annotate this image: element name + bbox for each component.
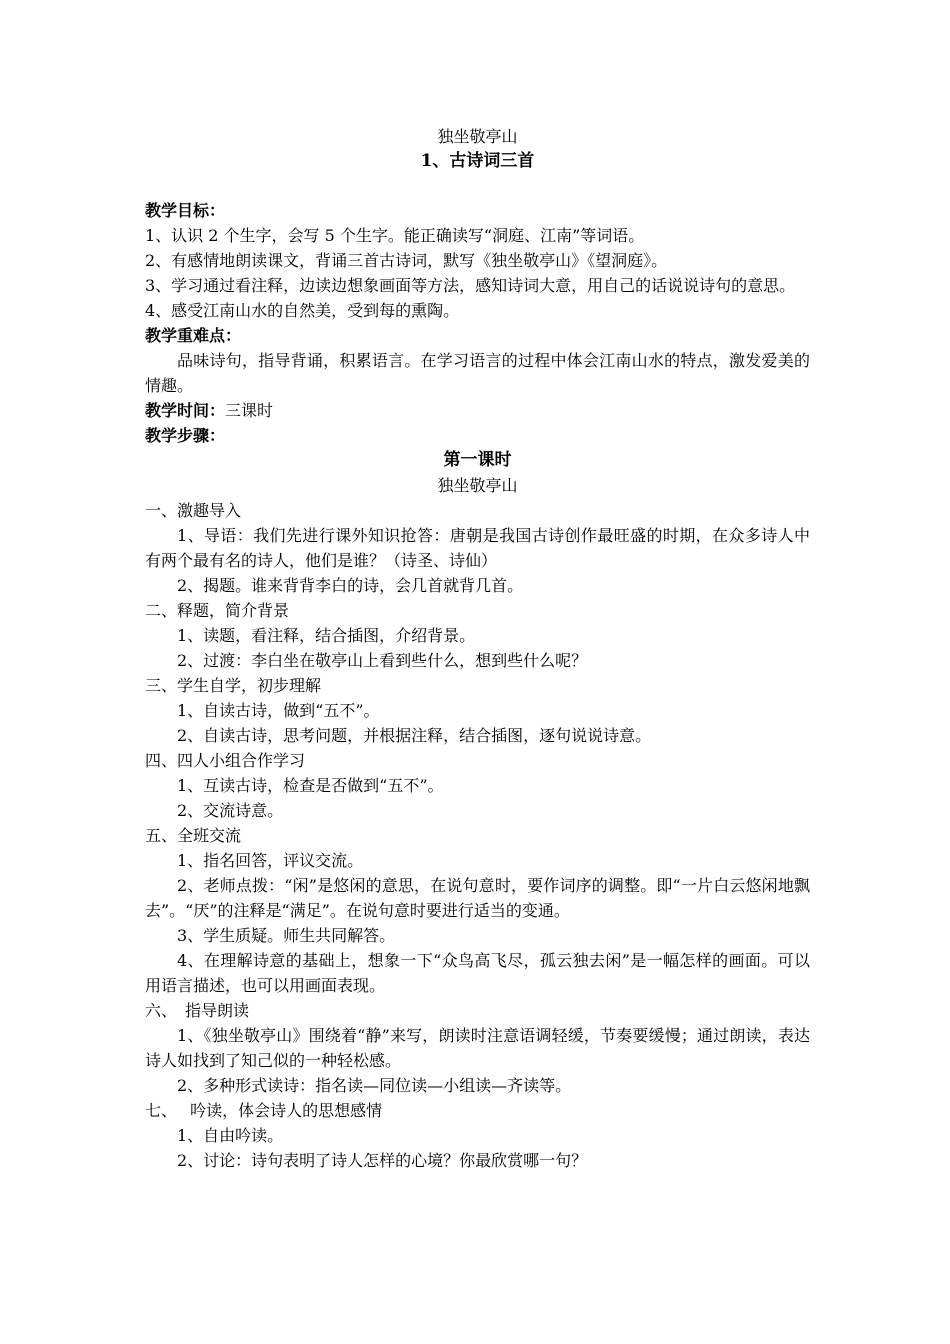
section-item: 2、多种形式读诗：指名读—同位读—小组读—齐读等。: [177, 1076, 572, 1095]
section-item: 4、在理解诗意的基础上，想象一下“众鸟高飞尽，孤云独去闲”是一幅怎样的画面。可以用语言描述，也可以用画面表现。: [145, 951, 810, 995]
section-item: 1、自读古诗，做到“五不”。: [177, 701, 380, 720]
section-item: 3、学生质疑。师生共同解答。: [177, 926, 396, 945]
section-heading: 二、释题，简介背景: [145, 601, 290, 620]
section-item: 2、老师点拨：“闲”是悠闲的意思，在说句意时，要作词序的调整。即“一片白云悠闲地飘去”。“厌”的注释是“满足”。在说句意时要进行适当的变通。: [145, 876, 810, 920]
teaching-time-value: 三课时: [225, 401, 274, 420]
key-points-heading: 教学重难点：: [145, 326, 242, 345]
goals-heading: 教学目标：: [145, 201, 226, 220]
lesson-title: 1、古诗词三首: [420, 151, 535, 171]
section-item: 2、自读古诗，思考问题，并根据注释，结合插图，逐句说说诗意。: [177, 726, 652, 745]
teaching-time-label: 教学时间：: [145, 401, 226, 420]
section-heading: 三、学生自学，初步理解: [145, 676, 322, 695]
section-item: 1、导语：我们先进行课外知识抢答：唐朝是我国古诗创作最旺盛的时期，在众多诗人中有两个最有名的诗人，他们是谁？（诗圣、诗仙）: [145, 526, 810, 570]
section-item: 1、指名回答，评议交流。: [177, 851, 364, 870]
goal-item-3: 3、学习通过看注释，边读边想象画面等方法，感知诗词大意，用自己的话说说诗句的意思。: [145, 276, 796, 295]
steps-heading: 教学步骤：: [145, 426, 226, 445]
first-lesson-title: 第一课时: [443, 450, 512, 470]
goal-item-1: 1、认识 2 个生字，会写 5 个生字。能正确读写“洞庭、江南”等词语。: [145, 226, 645, 245]
section-heading: 一、激趣导入: [145, 501, 242, 520]
section-heading: 五、全班交流: [145, 826, 242, 845]
top-title: 独坐敬亭山: [437, 127, 518, 146]
section-heading: 六、 指导朗读: [145, 1001, 250, 1020]
section-item: 1、读题，看注释，结合插图，介绍背景。: [177, 626, 476, 645]
goal-item-2: 2、有感情地朗读课文，背诵三首古诗词，默写《独坐敬亭山》《望洞庭》。: [145, 251, 668, 270]
goal-item-4: 4、感受江南山水的自然美，受到每的熏陶。: [145, 301, 460, 320]
section-item: 2、过渡：李白坐在敬亭山上看到些什么，想到些什么呢？: [177, 651, 588, 670]
section-heading: 四、四人小组合作学习: [145, 751, 306, 770]
section-item: 1、互读古诗，检查是否做到“五不”。: [177, 776, 444, 795]
first-lesson-subtitle: 独坐敬亭山: [437, 476, 518, 495]
document-page: [145, 120, 810, 1173]
section-item: 1、自由吟读。: [177, 1126, 284, 1145]
key-points-text: 品味诗句，指导背诵，积累语言。在学习语言的过程中体会江南山水的特点，激发爱美的情趣。: [145, 351, 810, 395]
section-item: 2、揭题。谁来背背李白的诗，会几首就背几首。: [177, 576, 524, 595]
section-item: 2、讨论：诗句表明了诗人怎样的心境？你最欣赏哪一句？: [177, 1151, 588, 1170]
section-item: 2、交流诗意。: [177, 801, 284, 820]
teaching-time: [145, 398, 810, 423]
section-item: 1、《独坐敬亭山》围绕着“静”来写，朗读时注意语调轻缓，节奏要缓慢；通过朗读，表达诗人如找到了知己似的一种轻松感。: [145, 1026, 810, 1070]
section-heading: 七、 吟读，体会诗人的思想感情: [145, 1101, 383, 1120]
spacer: [145, 174, 810, 198]
